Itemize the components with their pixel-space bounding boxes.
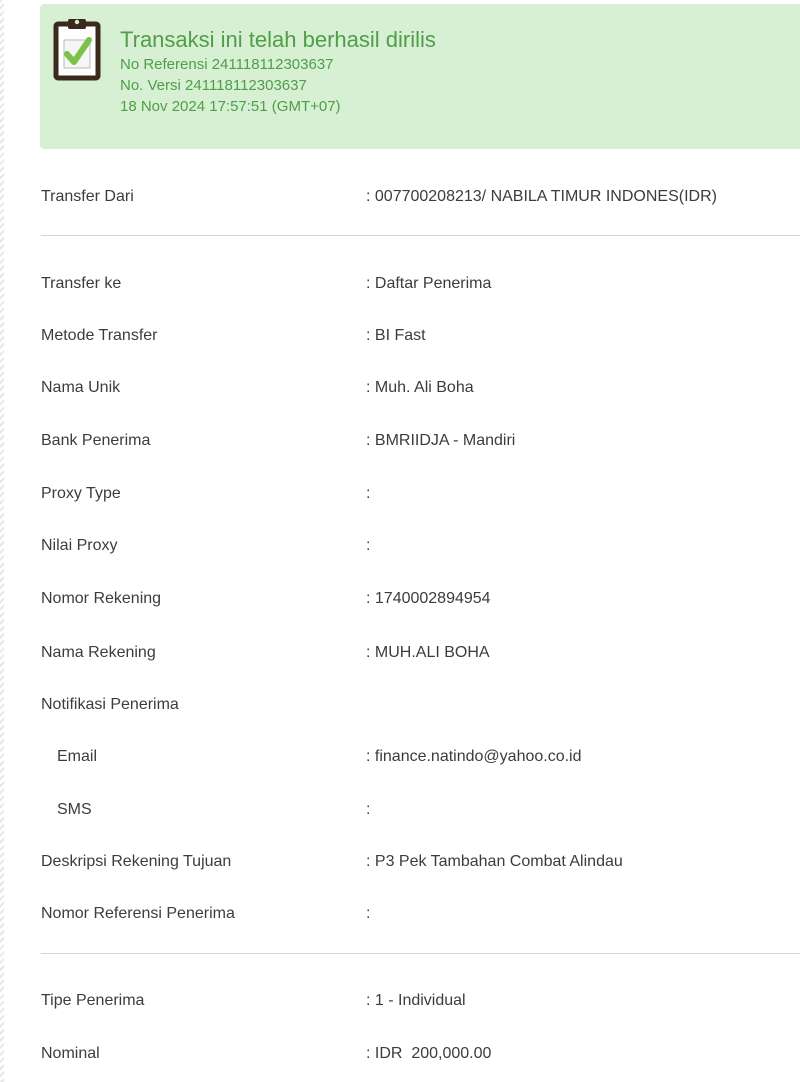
field-label: Deskripsi Rekening Tujuan — [41, 853, 232, 870]
field-value: : BMRIIDJA - Mandiri — [366, 432, 516, 449]
field-label: Bank Penerima — [41, 432, 151, 449]
success-banner — [40, 4, 800, 149]
field-value: : 007700208213/ NABILA TIMUR INDONES(IDR) — [366, 188, 717, 205]
field-label: Nominal — [41, 1045, 100, 1062]
row-nilai-proxy — [0, 531, 800, 561]
field-value: : 1740002894954 — [366, 590, 491, 607]
field-label: Nama Unik — [41, 379, 121, 396]
version-number: No. Versi 241118112303637 — [120, 77, 307, 94]
field-label: Notifikasi Penerima — [41, 696, 179, 713]
banner-title: Transaksi ini telah berhasil dirilis — [120, 27, 436, 52]
clipboard-check-icon — [53, 16, 101, 82]
section-divider — [41, 235, 800, 236]
row-nominal — [0, 1039, 800, 1069]
field-value: : finance.natindo@yahoo.co.id — [366, 748, 582, 765]
field-label: Transfer Dari — [41, 188, 134, 205]
field-label: Nama Rekening — [41, 644, 156, 661]
field-label: SMS — [57, 801, 92, 818]
field-label: Tipe Penerima — [41, 992, 145, 1009]
field-value: : P3 Pek Tambahan Combat Alindau — [366, 853, 623, 870]
field-value: : 1 - Individual — [366, 992, 466, 1009]
row-email — [0, 742, 800, 772]
banner-text — [120, 26, 436, 117]
field-value: : — [366, 485, 371, 502]
row-notifikasi-penerima — [0, 690, 800, 720]
field-value: : — [366, 801, 371, 818]
row-transfer-ke — [0, 269, 800, 299]
field-label: Nomor Rekening — [41, 590, 162, 607]
row-metode-transfer — [0, 321, 800, 351]
field-value: : Muh. Ali Boha — [366, 379, 474, 396]
field-value: : Daftar Penerima — [366, 275, 492, 292]
row-transfer-dari — [0, 182, 800, 212]
field-value: : — [366, 537, 371, 554]
row-nama-unik — [0, 373, 800, 403]
field-value: : IDR 200,000.00 — [366, 1045, 492, 1062]
release-timestamp: 18 Nov 2024 17:57:51 (GMT+07) — [120, 98, 341, 115]
field-label: Email — [57, 748, 98, 765]
row-nomor-rekening — [0, 584, 800, 614]
row-sms — [0, 795, 800, 825]
reference-number: No Referensi 241118112303637 — [120, 56, 334, 73]
field-label: Transfer ke — [41, 275, 122, 292]
row-proxy-type — [0, 479, 800, 509]
row-bank-penerima — [0, 426, 800, 456]
field-value: : — [366, 905, 371, 922]
section-divider — [41, 953, 800, 954]
field-label: Nilai Proxy — [41, 537, 118, 554]
field-value: : MUH.ALI BOHA — [366, 644, 490, 661]
field-label: Metode Transfer — [41, 327, 158, 344]
row-nama-rekening — [0, 638, 800, 668]
field-label: Proxy Type — [41, 485, 121, 502]
row-nomor-referensi-penerima — [0, 899, 800, 929]
field-label: Nomor Referensi Penerima — [41, 905, 235, 922]
field-value: : BI Fast — [366, 327, 426, 344]
row-tipe-penerima — [0, 986, 800, 1016]
row-deskripsi-rekening-tujuan — [0, 847, 800, 877]
